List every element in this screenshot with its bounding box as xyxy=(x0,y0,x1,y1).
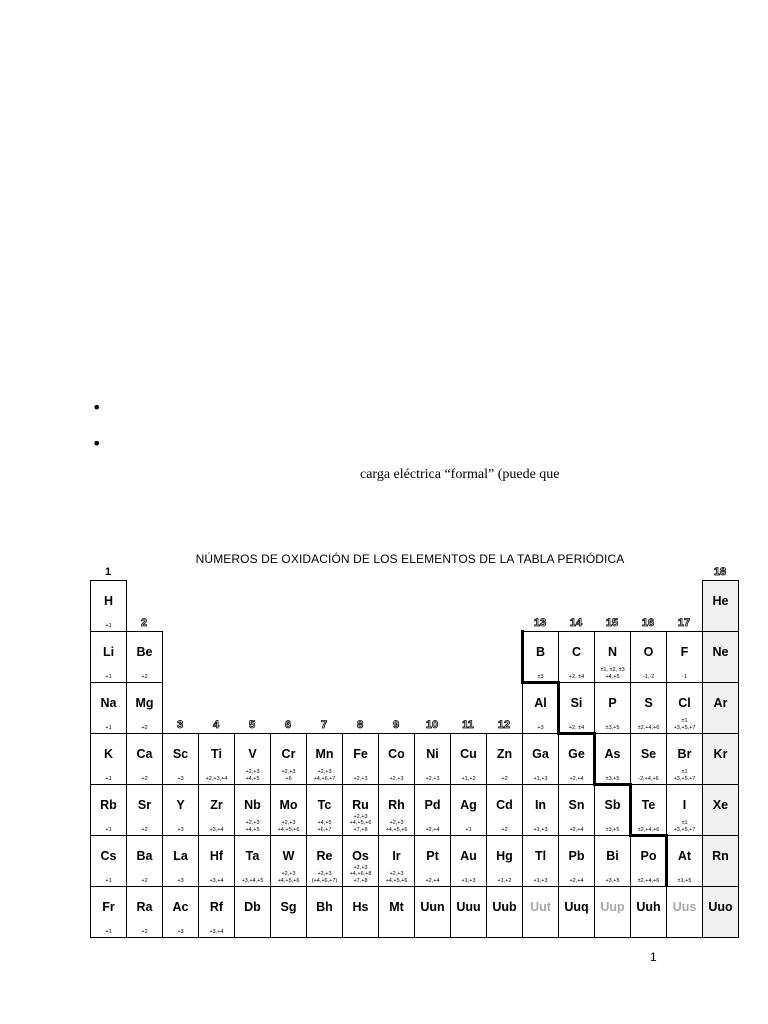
element-symbol: Sc xyxy=(172,747,189,761)
element-cell-cd xyxy=(486,784,523,836)
oxidation-states: +2,+3 xyxy=(389,775,404,782)
element-symbol: Ra xyxy=(136,900,153,914)
element-symbol: C xyxy=(571,645,582,659)
element-symbol: Uuu xyxy=(456,900,481,914)
oxidation-states: +2 xyxy=(141,826,148,833)
element-cell-uub xyxy=(486,886,523,938)
element-cell-db xyxy=(234,886,271,938)
oxidation-states: +1 xyxy=(105,724,112,731)
oxidation-states: -1,-2 xyxy=(642,673,655,680)
element-cell-uuu xyxy=(450,886,487,938)
oxidation-states: +2,+3 (+4,+6,+7) xyxy=(311,871,338,884)
oxidation-states: ±1 +3,+5,+7 xyxy=(673,769,696,782)
oxidation-states: +2 xyxy=(141,673,148,680)
element-cell-ta xyxy=(234,835,271,887)
element-cell-ar xyxy=(702,682,739,734)
element-cell-pb xyxy=(558,835,595,887)
element-cell-mg xyxy=(126,682,163,734)
element-cell-uuo xyxy=(702,886,739,938)
element-symbol: Ru xyxy=(352,798,369,812)
element-symbol: I xyxy=(682,798,687,812)
element-cell-ti xyxy=(198,733,235,785)
element-cell-uun xyxy=(414,886,451,938)
oxidation-states: ±3 xyxy=(537,673,544,680)
element-symbol: Uus xyxy=(672,900,697,914)
oxidation-states: +2 xyxy=(141,928,148,935)
group-number-12: 12 xyxy=(497,719,511,731)
element-symbol: Be xyxy=(136,645,153,659)
element-cell-in xyxy=(522,784,559,836)
element-symbol: Tl xyxy=(534,849,547,863)
element-symbol: At xyxy=(677,849,692,863)
oxidation-states: +2,+3 +4,+6,+8 +7,+8 xyxy=(349,864,372,884)
element-symbol: Uuh xyxy=(636,900,661,914)
element-symbol: Se xyxy=(640,747,657,761)
element-symbol: Sr xyxy=(137,798,152,812)
oxidation-states: ±3,+5 xyxy=(605,775,620,782)
oxidation-states: +1 xyxy=(105,622,112,629)
oxidation-states: +3 xyxy=(177,775,184,782)
element-symbol: Zn xyxy=(496,747,513,761)
oxidation-states: +1 xyxy=(105,928,112,935)
oxidation-states: +3,+5 xyxy=(605,877,620,884)
oxidation-states: +2,+3 +4,+5,+6 xyxy=(277,871,300,884)
oxidation-states: +3 xyxy=(177,928,184,935)
element-symbol: La xyxy=(173,849,188,863)
oxidation-states: +2,+3 +4,+5 xyxy=(245,769,260,782)
oxidation-states: +1,+3 xyxy=(533,775,548,782)
oxidation-states: ±2,+4,+6 xyxy=(637,877,660,884)
element-symbol: Cl xyxy=(678,696,691,710)
group-number-3: 3 xyxy=(176,719,184,731)
element-cell-re xyxy=(306,835,343,887)
element-cell-n xyxy=(594,631,631,683)
group-number-14: 14 xyxy=(569,617,583,629)
element-symbol: Ag xyxy=(460,798,477,812)
element-cell-as xyxy=(594,733,631,785)
element-cell-na xyxy=(90,682,127,734)
oxidation-states: +2,+3 +4,+5,+6 +7,+8 xyxy=(349,813,372,833)
page-number: 1 xyxy=(650,950,657,964)
element-cell-xe xyxy=(702,784,739,836)
oxidation-states: ±2,+4,+6 xyxy=(637,826,660,833)
element-cell-zr xyxy=(198,784,235,836)
element-cell-ne xyxy=(702,631,739,683)
oxidation-states: +2 xyxy=(141,775,148,782)
element-cell-bi xyxy=(594,835,631,887)
oxidation-states: +3 xyxy=(537,724,544,731)
element-cell-os xyxy=(342,835,379,887)
oxidation-states: +2,+4 xyxy=(569,775,584,782)
oxidation-states: +2,+4 xyxy=(569,826,584,833)
element-cell-h xyxy=(90,580,127,632)
oxidation-states: +2,+3 +4,+6,+7 xyxy=(313,769,336,782)
group-number-10: 10 xyxy=(425,719,439,731)
element-cell-ir xyxy=(378,835,415,887)
oxidation-states: +2 xyxy=(141,877,148,884)
group-number-6: 6 xyxy=(284,719,292,731)
oxidation-states: +2,+4 xyxy=(425,826,440,833)
element-cell-zn xyxy=(486,733,523,785)
oxidation-states: +3,+4 xyxy=(209,928,224,935)
element-cell-hs xyxy=(342,886,379,938)
element-cell-mn xyxy=(306,733,343,785)
element-cell-at xyxy=(666,835,703,887)
element-symbol: Li xyxy=(102,645,115,659)
element-symbol: As xyxy=(604,747,621,761)
oxidation-states: ±1 +3,+5,+7 xyxy=(673,718,696,731)
element-cell-mt xyxy=(378,886,415,938)
group-number-17: 17 xyxy=(677,617,691,629)
oxidation-states: +1 xyxy=(105,775,112,782)
element-cell-uuq xyxy=(558,886,595,938)
element-symbol: Tc xyxy=(317,798,332,812)
element-cell-tl xyxy=(522,835,559,887)
element-cell-p xyxy=(594,682,631,734)
element-symbol: Xe xyxy=(712,798,729,812)
element-symbol: V xyxy=(248,747,257,761)
element-cell-ru xyxy=(342,784,379,836)
oxidation-states: +1 xyxy=(105,673,112,680)
element-symbol: B xyxy=(535,645,546,659)
element-symbol: Kr xyxy=(713,747,728,761)
element-cell-uuh xyxy=(630,886,667,938)
oxidation-states: +4,+5 +6,+7 xyxy=(317,820,332,833)
element-cell-cr xyxy=(270,733,307,785)
element-cell-rn xyxy=(702,835,739,887)
element-cell-mo xyxy=(270,784,307,836)
element-symbol: Nb xyxy=(244,798,261,812)
element-symbol: He xyxy=(712,594,729,608)
element-symbol: Ti xyxy=(211,747,222,761)
oxidation-states: +2,+3 +4,+5,+6 xyxy=(277,820,300,833)
element-symbol: Re xyxy=(316,849,333,863)
element-symbol: Uuo xyxy=(708,900,733,914)
oxidation-states: +2,+3 xyxy=(425,775,440,782)
element-cell-se xyxy=(630,733,667,785)
element-cell-li xyxy=(90,631,127,683)
element-cell-cl xyxy=(666,682,703,734)
oxidation-states: +1,+2 xyxy=(497,877,512,884)
element-symbol: Hs xyxy=(352,900,369,914)
element-symbol: Mn xyxy=(315,747,334,761)
element-symbol: Uun xyxy=(420,900,445,914)
element-cell-uus xyxy=(666,886,703,938)
element-symbol: Cs xyxy=(100,849,117,863)
oxidation-states: +2 xyxy=(141,724,148,731)
element-symbol: Te xyxy=(641,798,656,812)
element-symbol: Ni xyxy=(426,747,439,761)
element-symbol: Hg xyxy=(496,849,513,863)
element-symbol: Ac xyxy=(172,900,189,914)
element-symbol: O xyxy=(643,645,654,659)
element-cell-fr xyxy=(90,886,127,938)
element-symbol: P xyxy=(608,696,617,710)
oxidation-states: +3 xyxy=(177,877,184,884)
group-number-9: 9 xyxy=(392,719,400,731)
element-symbol: Ga xyxy=(532,747,549,761)
element-symbol: Db xyxy=(244,900,261,914)
element-cell-ni xyxy=(414,733,451,785)
element-symbol: Pd xyxy=(424,798,441,812)
group-number-2: 2 xyxy=(140,617,148,629)
element-symbol: Ca xyxy=(136,747,153,761)
oxidation-states: +1,+3 xyxy=(533,877,548,884)
element-cell-sr xyxy=(126,784,163,836)
element-cell-kr xyxy=(702,733,739,785)
element-cell-co xyxy=(378,733,415,785)
element-symbol: Ba xyxy=(136,849,153,863)
periodic-table-title: NÚMEROS DE OXIDACIÓN DE LOS ELEMENTOS DE LA TABLA PERIÓDICA xyxy=(195,552,625,566)
oxidation-states: +2,+3,+4 xyxy=(205,775,228,782)
element-cell-v xyxy=(234,733,271,785)
element-symbol: Sb xyxy=(604,798,621,812)
element-symbol: Zr xyxy=(210,798,223,812)
element-symbol: Au xyxy=(460,849,477,863)
oxidation-states: +1 xyxy=(465,826,472,833)
element-cell-y xyxy=(162,784,199,836)
element-symbol: Fe xyxy=(353,747,368,761)
oxidation-states: +2,+3 +4,+5,+6 xyxy=(385,871,408,884)
body-text: carga eléctrica “formal” (puede que xyxy=(360,467,560,482)
oxidation-states: -2,+4,+6 xyxy=(638,775,659,782)
element-symbol: Sn xyxy=(568,798,585,812)
oxidation-states: +2,+3 +6 xyxy=(281,769,296,782)
element-symbol: Mg xyxy=(135,696,154,710)
element-cell-la xyxy=(162,835,199,887)
oxidation-states: ±3,+5 xyxy=(605,826,620,833)
bullet-marker: • xyxy=(92,398,102,417)
element-symbol: Na xyxy=(100,696,117,710)
group-number-13: 13 xyxy=(533,617,547,629)
group-number-7: 7 xyxy=(320,719,328,731)
element-symbol: N xyxy=(607,645,618,659)
element-cell-b xyxy=(522,631,559,683)
oxidation-states: +2,+3 +4,+5,+6 xyxy=(385,820,408,833)
element-symbol: Y xyxy=(176,798,185,812)
element-symbol: Ir xyxy=(392,849,401,863)
element-cell-au xyxy=(450,835,487,887)
element-cell-cu xyxy=(450,733,487,785)
element-cell-bh xyxy=(306,886,343,938)
element-cell-sn xyxy=(558,784,595,836)
element-cell-ba xyxy=(126,835,163,887)
element-cell-uut xyxy=(522,886,559,938)
element-cell-ga xyxy=(522,733,559,785)
group-number-16: 16 xyxy=(641,617,655,629)
element-symbol: Si xyxy=(570,696,583,710)
element-cell-uup xyxy=(594,886,631,938)
element-cell-he xyxy=(702,580,739,632)
element-cell-ag xyxy=(450,784,487,836)
element-cell-sb xyxy=(594,784,631,836)
element-cell-f xyxy=(666,631,703,683)
oxidation-states: ±1 +3,+5,+7 xyxy=(673,820,696,833)
group-number-5: 5 xyxy=(248,719,256,731)
element-symbol: In xyxy=(534,798,547,812)
oxidation-states: ±1, ±2, ±3 +4,+5 xyxy=(600,667,625,680)
element-cell-w xyxy=(270,835,307,887)
element-cell-rb xyxy=(90,784,127,836)
oxidation-states: ±2,+4,+6 xyxy=(637,724,660,731)
oxidation-states: -1 xyxy=(682,673,687,680)
oxidation-states: +2,+3 xyxy=(353,775,368,782)
element-symbol: Uut xyxy=(530,900,551,914)
element-symbol: Uuq xyxy=(564,900,589,914)
element-symbol: Rh xyxy=(388,798,405,812)
oxidation-states: +2,+3 +4,+5 xyxy=(245,820,260,833)
oxidation-states: +1,+3 xyxy=(533,826,548,833)
element-cell-al xyxy=(522,682,559,734)
element-cell-sc xyxy=(162,733,199,785)
group-number-18: 18 xyxy=(713,566,727,578)
element-symbol: Bh xyxy=(316,900,333,914)
element-symbol: Ge xyxy=(568,747,585,761)
oxidation-states: +2,+4 xyxy=(425,877,440,884)
element-symbol: H xyxy=(103,594,114,608)
element-symbol: Rn xyxy=(712,849,729,863)
element-cell-sg xyxy=(270,886,307,938)
group-number-11: 11 xyxy=(462,719,474,731)
element-symbol: Rf xyxy=(209,900,224,914)
element-symbol: Ne xyxy=(712,645,729,659)
bullet-marker: • xyxy=(92,434,102,453)
element-symbol: Al xyxy=(534,696,547,710)
group-number-1: 1 xyxy=(104,566,112,578)
group-number-8: 8 xyxy=(356,719,364,731)
element-symbol: S xyxy=(644,696,653,710)
element-cell-c xyxy=(558,631,595,683)
element-cell-ge xyxy=(558,733,595,785)
oxidation-states: +3,+4 xyxy=(209,877,224,884)
oxidation-states: +1,+3 xyxy=(461,877,476,884)
element-symbol: Sg xyxy=(280,900,297,914)
oxidation-states: +2 xyxy=(501,775,508,782)
element-symbol: K xyxy=(103,747,114,761)
element-symbol: Po xyxy=(640,849,657,863)
element-cell-be xyxy=(126,631,163,683)
element-cell-nb xyxy=(234,784,271,836)
element-symbol: Hf xyxy=(209,849,224,863)
oxidation-states: +2, ±4 xyxy=(568,724,585,731)
oxidation-states: +2,+4 xyxy=(569,877,584,884)
element-cell-fe xyxy=(342,733,379,785)
oxidation-states: +1 xyxy=(105,877,112,884)
element-symbol: Cd xyxy=(496,798,513,812)
element-cell-ac xyxy=(162,886,199,938)
oxidation-states: +2 xyxy=(501,826,508,833)
element-cell-hf xyxy=(198,835,235,887)
element-symbol: Bi xyxy=(606,849,619,863)
element-cell-br xyxy=(666,733,703,785)
oxidation-states: +3,+4 xyxy=(209,826,224,833)
element-cell-te xyxy=(630,784,667,836)
element-cell-hg xyxy=(486,835,523,887)
element-cell-po xyxy=(630,835,667,887)
element-symbol: Cr xyxy=(281,747,296,761)
element-symbol: Co xyxy=(388,747,405,761)
element-symbol: F xyxy=(680,645,689,659)
element-symbol: Cu xyxy=(460,747,477,761)
element-cell-ra xyxy=(126,886,163,938)
element-symbol: Ta xyxy=(245,849,260,863)
element-symbol: Uup xyxy=(600,900,625,914)
oxidation-states: +3 xyxy=(177,826,184,833)
element-cell-ca xyxy=(126,733,163,785)
element-symbol: Rb xyxy=(100,798,117,812)
element-cell-rf xyxy=(198,886,235,938)
element-symbol: Uub xyxy=(492,900,517,914)
element-symbol: Ar xyxy=(713,696,728,710)
element-cell-pt xyxy=(414,835,451,887)
element-cell-si xyxy=(558,682,595,734)
element-symbol: Mo xyxy=(279,798,298,812)
element-symbol: Fr xyxy=(102,900,115,914)
element-cell-k xyxy=(90,733,127,785)
element-cell-cs xyxy=(90,835,127,887)
oxidation-states: +2, ±4 xyxy=(568,673,585,680)
group-number-4: 4 xyxy=(212,719,220,731)
element-cell-i xyxy=(666,784,703,836)
element-symbol: Pt xyxy=(426,849,439,863)
element-symbol: W xyxy=(282,849,295,863)
element-cell-rh xyxy=(378,784,415,836)
oxidation-states: +1,+2 xyxy=(461,775,476,782)
element-symbol: Br xyxy=(677,747,692,761)
element-cell-tc xyxy=(306,784,343,836)
element-symbol: Pb xyxy=(568,849,585,863)
element-symbol: Os xyxy=(352,849,369,863)
element-symbol: Mt xyxy=(389,900,404,914)
group-number-15: 15 xyxy=(605,617,619,629)
element-cell-pd xyxy=(414,784,451,836)
oxidation-states: +1 xyxy=(105,826,112,833)
element-cell-s xyxy=(630,682,667,734)
element-cell-o xyxy=(630,631,667,683)
oxidation-states: +3,+4,+5 xyxy=(241,877,264,884)
oxidation-states: ±1,+5 xyxy=(677,877,692,884)
oxidation-states: ±3,+5 xyxy=(605,724,620,731)
